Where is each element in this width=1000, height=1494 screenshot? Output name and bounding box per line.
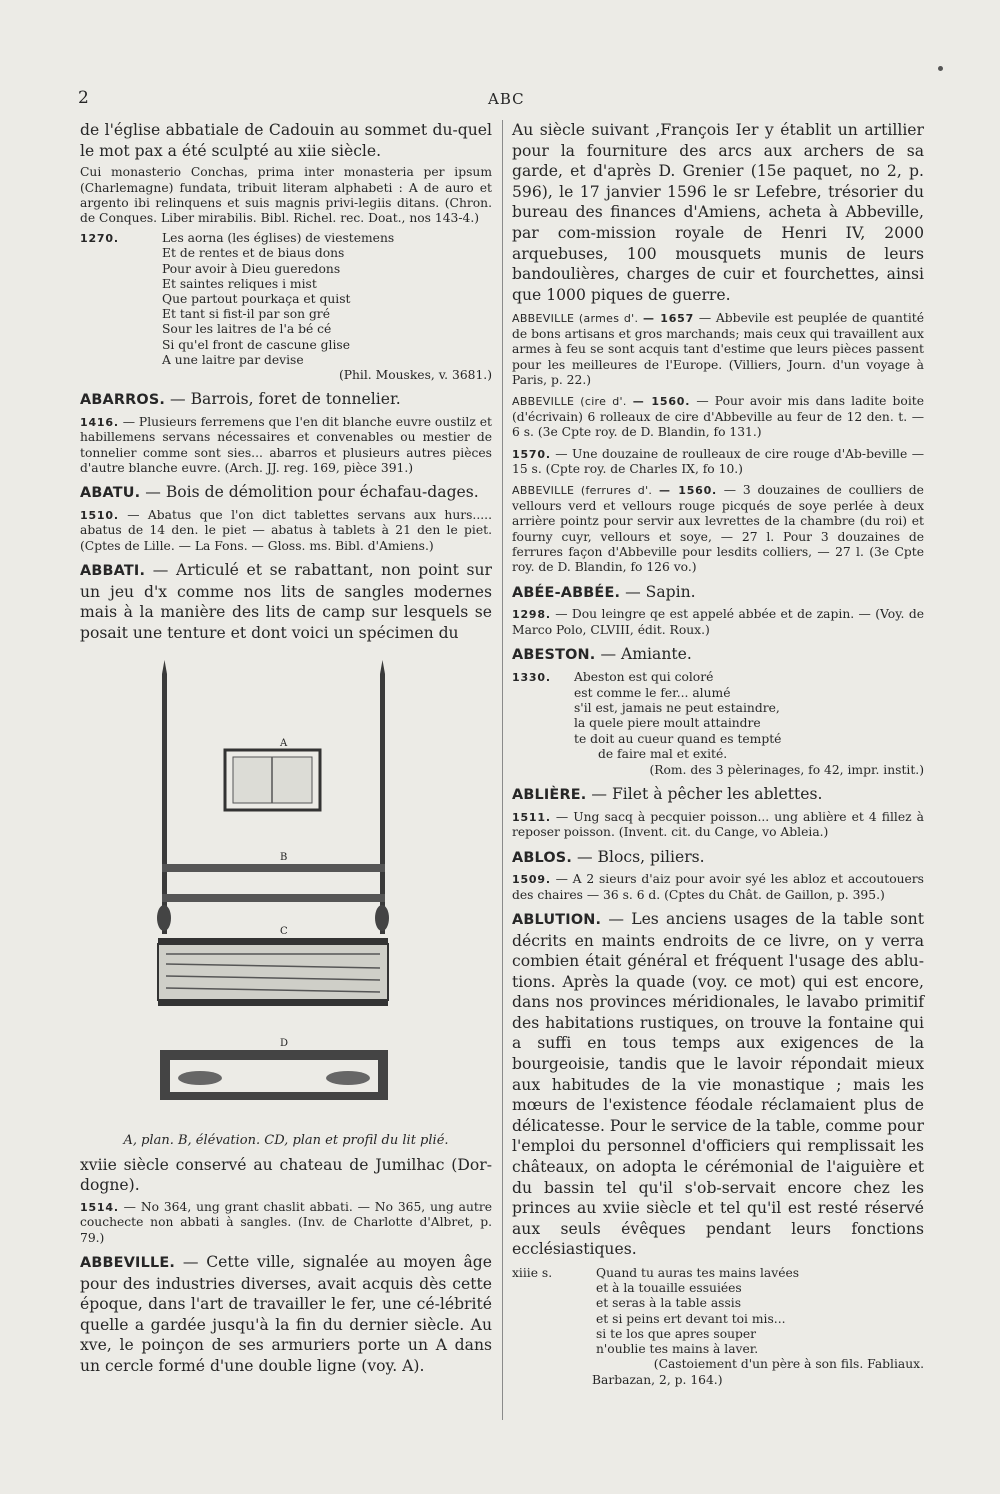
- verse-line: s'il est, jamais ne peut estaindre,: [574, 701, 780, 716]
- verse-line: Sour les laitres de l'a bé cé: [162, 322, 332, 337]
- year-1298: 1298.: [512, 608, 551, 622]
- definition-abbeville: — Cette ville, signalée au moyen âge pour des industries diverses, avait acquis dès cette époque, dans l'art de travailler le fer, une cé-lébrité quelle a gardée jusqu'à la fin du dernier siècle. Au xve, le poinçon de ses armuriers porte un A dans un cercle formé d'une double ligne (voy. A).: [80, 1253, 492, 1376]
- verse-line: Quand tu auras tes mains lavées: [596, 1266, 800, 1280]
- definition-ablos: — Blocs, piliers.: [577, 847, 705, 866]
- elevation-bottom-rail: [162, 894, 385, 902]
- left-post-tip: [162, 660, 167, 674]
- entry-abeston: [512, 644, 924, 666]
- verse-line: Et saintes reliques i mist: [162, 276, 317, 291]
- verse-citation-2: Barbazan, 2, p. 164.): [592, 1372, 723, 1387]
- label-b: B: [280, 851, 288, 863]
- verse-citation-1: (Castoiement d'un père à son fils. Fabliaux.: [653, 1357, 924, 1372]
- page-mark: [938, 66, 943, 71]
- year-1330: 1330.: [512, 670, 551, 684]
- quote-abatu: [80, 508, 492, 554]
- verse-line: Que partout pourkaça et quist: [162, 292, 351, 307]
- entry-ablution: [512, 909, 924, 1260]
- verse-line: n'oublie tes mains à laver.: [596, 1342, 759, 1357]
- verse-line: te doit au cueur quand es tempté: [574, 731, 782, 746]
- verse-line: et si peins ert devant toi mis...: [596, 1311, 786, 1326]
- verse-line: et seras à la table assis: [596, 1296, 742, 1311]
- year-1510: 1510.: [80, 509, 119, 523]
- verse-citation: (Rom. des 3 pèlerinages, fo 42, impr. instit.): [649, 762, 924, 777]
- entry-abbeville-armes: [512, 311, 924, 388]
- intro-quote: Cui monasterio Conchas, prima inter monasteria per ipsum (Charlemagne) fundata, tribuit literam alphabeti : A de auro et argento ibi relinquens et suis magnis privi-legiis ditans. (Chron. de Conques. Liber mirabilis. Bibl. Richel. rec. Doat., nos 143-4.): [80, 165, 492, 226]
- bed-illustration: [80, 658, 492, 1128]
- verse-line: A une laitre par devise: [162, 352, 304, 367]
- headword-abarros: ABARROS.: [80, 392, 166, 409]
- verse-line: Pour avoir à Dieu gueredons: [162, 261, 341, 276]
- quote-text: — Dou leingre qe est appelé abbée et de zapin. — (Voy. de Marco Polo, CLVIII, édit. Roux.): [512, 607, 924, 637]
- headword-abbati: ABBATI.: [80, 563, 146, 580]
- headword-ablos: ABLOS.: [512, 849, 573, 866]
- verse-line: si te los que apres souper: [596, 1326, 757, 1341]
- verse-ablution: [512, 1266, 924, 1357]
- verse-line: est comme le fer... alumé: [574, 685, 731, 700]
- definition-abatu: — Bois de démolition pour échafau-dages.: [145, 483, 479, 502]
- bed-drawing: [80, 658, 492, 1128]
- verse-line: Si qu'el front de cascune glise: [162, 337, 350, 352]
- headword-abatu: ABATU.: [80, 485, 141, 502]
- year-1570: 1570.: [512, 447, 551, 461]
- quote-text: — Abbevile est peuplée de quantité de bons artisans et gros marchands; mais ceux qui travaillent aux armes à feu se sont acquis tant d'estime que leurs pièces passent pour les meilleures de l'Europe. (Villiers, Journ. d'un voyage à Paris, p. 22.): [512, 311, 924, 387]
- label-a: A: [280, 737, 288, 749]
- year-1416: 1416.: [80, 415, 119, 429]
- year-1514: 1514.: [80, 1200, 119, 1214]
- entry-abatu: [80, 482, 492, 504]
- right-column: [512, 120, 924, 1388]
- headword-abliere: ABLIÈRE.: [512, 787, 587, 804]
- headword-abeston: ABESTON.: [512, 647, 596, 664]
- profile-left-leg: [178, 1071, 222, 1085]
- verse-line: Abeston est qui coloré: [574, 670, 714, 685]
- quote-text: — Abatus que l'on dict tablettes servans aux hurs..... abatus de 14 den. le piet — abatus à tablets à 21 den le piet. (Cptes de Lille. — La Fons. — Gloss. ms. Bibl. d'Amiens.): [80, 508, 492, 553]
- verse-line: Et tant si fist-il par son gré: [162, 307, 330, 322]
- headword-ablution: ABLUTION.: [512, 911, 602, 928]
- year-1509: 1509.: [512, 873, 551, 887]
- headword-abbeville-cire: ABBEVILLE (cire d'.: [512, 395, 627, 409]
- elevation-top-rail: [162, 864, 385, 872]
- verse-line: de faire mal et exité.: [598, 747, 728, 762]
- quote-abliere: [512, 810, 924, 841]
- year-1511: 1511.: [512, 810, 551, 824]
- verse-abeston: [574, 670, 924, 778]
- quote-text: — 3 douzaines de coulliers de vellours verd et vellours rouge picqués de soye perlée à deux arrière pointz pour servir aux levrettes de la chambre (du roi) et fourny cuyr, vellours et soye, — 27 l. Pour 3 douzaines de ferrures façon d'Abbeville pour lesdits colliers, — 27 l. (3e Cpte roy. de D. Blandin, fo 126 vo.): [512, 483, 924, 575]
- headword-abbeville: ABBEVILLE.: [80, 1255, 176, 1272]
- quote-text: — A 2 sieurs d'aiz pour avoir syé les abloz et accoutouers des chaires — 36 s. 6 d. (Cptes du Chât. de Gaillon, p. 395.): [512, 872, 924, 902]
- verse-citation: (Phil. Mouskes, v. 3681.): [338, 368, 492, 383]
- quote-text: — Pour avoir mis dans ladite boite (d'écrivain) 6 rolleaux de cire d'Abbeville au feur de 12 den. t. — 6 s. (3e Cpte roy. de D. Blandin, fo 131.): [512, 394, 924, 440]
- profile-left-end: [160, 1060, 170, 1092]
- verse-line: Et de rentes et de biaus dons: [162, 246, 345, 261]
- quote-text: — Ung sacq à pecquier poisson... ung ablière et 4 fillez à reposer poisson. (Invent. cit. du Cange, vo Ableia.): [512, 809, 924, 840]
- entry-abbeville-cire: [512, 394, 924, 440]
- label-c: C: [280, 925, 288, 937]
- folded-bottom-rail: [158, 1000, 388, 1006]
- profile-right-leg: [326, 1071, 370, 1085]
- year-1270: 1270.: [80, 231, 119, 245]
- verse-century-label: xiiie s.: [512, 1266, 553, 1280]
- verse-1270: [162, 231, 492, 383]
- quote-ablos: [512, 872, 924, 903]
- entry-ablos: [512, 847, 924, 869]
- definition-abbati: — Articulé et se rabattant, non point sur un jeu d'x comme nos lits de sangles modernes mais à la manière des lits de camp sur lesquels se posait une tenture et dont voici un spécimen du: [80, 561, 492, 643]
- entry-abbeville: [80, 1252, 492, 1377]
- year-1657: — 1657: [643, 312, 695, 326]
- quote-text: — Plusieurs ferremens que l'en dit blanche euvre oustilz et habillemens servans nécessaires et convenables ou mestier de tonnelier comme sont sies... abarros et plusieurs autres pièces d'autre blanche euvre. (Arch. JJ. reg. 169, pièce 391.): [80, 414, 492, 476]
- figure-caption: A, plan. B, élévation. CD, plan et profil du lit plié.: [123, 1132, 449, 1148]
- profile-bottom-rail: [160, 1092, 388, 1100]
- quote-abarros: [80, 415, 492, 477]
- page-number: 2: [78, 88, 89, 108]
- definition-abeston: — Amiante.: [600, 645, 692, 664]
- headword-abee: ABÉE-ABBÉE.: [512, 584, 621, 601]
- right-post-tip: [380, 660, 385, 674]
- profile-right-end: [378, 1060, 388, 1092]
- definition-ablution: — Les anciens usages de la table sont décrits en maints endroits de ce livre, on y verra combien était général et fréquent l'usage des ablu-tions. Après la quade (voy. ce mot) qui est encore, dans nos provinces méridionales, le lavabo primitif des habitations rustiques, on trouve la fontaine qui a suffi en tous temps aux exigences de la bourgeoisie, tandis que le lavoir répondait mieux aux habitudes de la vie monastique ; mais les mœurs de l'existence féodale réclamaient plus de délicatesse. Pour le service de la table, comme pour l'emploi du personnel d'officiers qui remplissait les châteaux, on adopta le cérémonial de l'aiguière et du bassin tel qu'il s'ob-servait encore chez les princes au xviie siècle et tel qu'il est resté réservé aux seuls évêques pendant leurs fonctions ecclésiastiques.: [512, 909, 924, 1259]
- quote-text: — Une douzaine de roulleaux de cire rouge d'Ab-beville — 15 s. (Cpte roy. de Charles IX, fo 10.): [512, 446, 924, 476]
- entry-abbeville-ferrures: [512, 483, 924, 575]
- definition-abee: — Sapin.: [625, 582, 696, 601]
- profile-top-rail: [160, 1050, 388, 1060]
- definition-abarros: — Barrois, foret de tonnelier.: [170, 390, 401, 409]
- year-1560: — 1560.: [632, 395, 691, 409]
- verse-lines: [596, 1266, 924, 1357]
- left-turned-leg: [157, 905, 171, 931]
- entry-abarros: [80, 389, 492, 411]
- label-d: D: [280, 1037, 289, 1049]
- definition-abliere: — Filet à pêcher les ablettes.: [591, 785, 823, 804]
- column-rule: [502, 120, 503, 1420]
- quote-text: — No 364, ung grant chaslit abbati. — No 365, ung autre couchecte non abbati à sangles. (Inv. de Charlotte d'Albret, p. 79.): [80, 1199, 492, 1245]
- right-turned-leg: [375, 905, 389, 931]
- headword-abbeville-ferrures: ABBEVILLE (ferrures d'.: [512, 484, 653, 498]
- quote-abbati: [80, 1200, 492, 1246]
- year-1560: — 1560.: [658, 484, 718, 498]
- abbeville-continuation: Au siècle suivant ,François Ier y établit un artillier pour la fourniture des arcs aux archers de sa garde, et d'après D. Grenier (15e paquet, no 2, p. 596), le 17 janvier 1596 le sr Lefebre, trésorier du bureau des finances d'Amiens, acheta à Abbeville, par com-mission royale de Henri IV, 2000 arquebuses, 100 mousquets munis de leurs bandoulières, charges de cuir et fourchettes, ainsi que 1000 piques de guerre.: [512, 121, 924, 304]
- entry-abee: [512, 582, 924, 604]
- quote-abee: [512, 607, 924, 638]
- running-head: ABC: [488, 90, 525, 108]
- intro-paragraph: de l'église abbatiale de Cadouin au sommet du-quel le mot pax a été sculpté au xiie siècle.: [80, 121, 492, 160]
- quote-cire-1570: [512, 447, 924, 478]
- verse-line: la quele piere moult attaindre: [574, 716, 761, 731]
- verse-line: Les aorna (les églises) de viestemens: [162, 231, 395, 246]
- headword-abbeville-armes: ABBEVILLE (armes d'.: [512, 312, 639, 326]
- abbati-continuation: xviie siècle conservé au chateau de Jumilhac (Dor-dogne).: [80, 1155, 492, 1195]
- left-column: [80, 120, 492, 1377]
- entry-abliere: [512, 784, 924, 806]
- entry-abbati: [80, 560, 492, 643]
- verse-line: et à la touaille essuiées: [596, 1281, 742, 1296]
